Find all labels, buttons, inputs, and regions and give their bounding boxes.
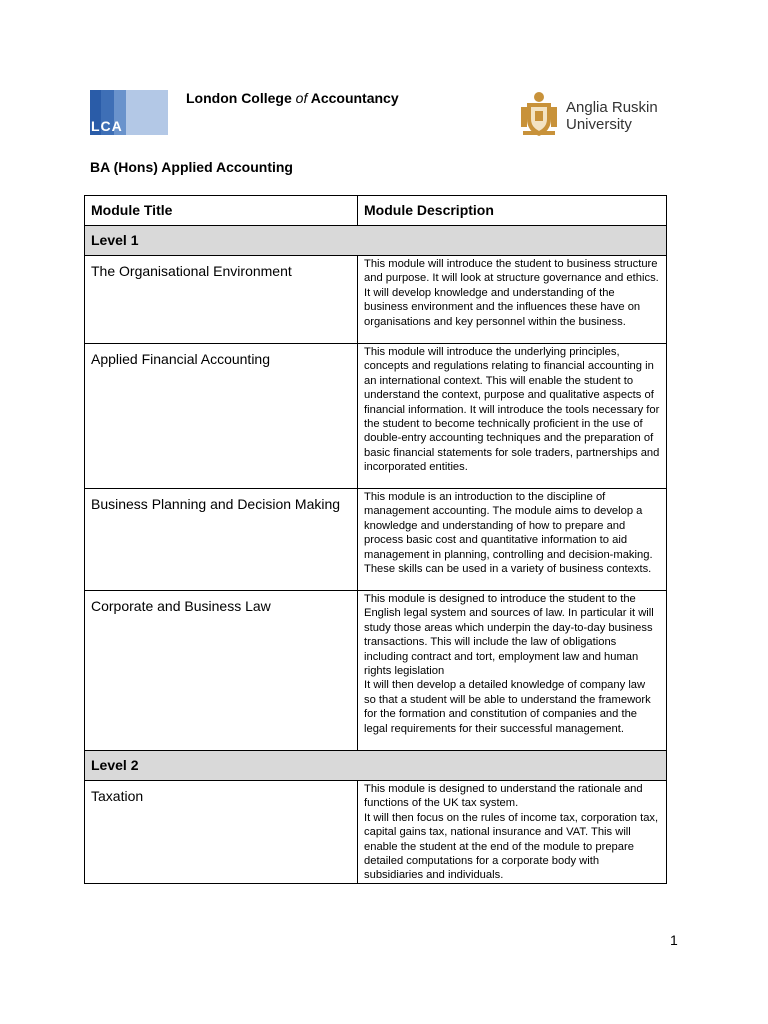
- level-label: Level 1: [85, 226, 667, 256]
- college-name-part: Accountancy: [307, 90, 399, 106]
- college-name-part: London College: [186, 90, 296, 106]
- column-header-description: Module Description: [358, 196, 667, 226]
- aru-wordmark-line: Anglia Ruskin: [566, 99, 658, 116]
- table-row: [85, 489, 667, 591]
- module-title: Business Planning and Decision Making: [85, 489, 358, 591]
- level-row: [85, 226, 667, 256]
- level-label: Level 2: [85, 751, 667, 781]
- module-title: Applied Financial Accounting: [85, 344, 358, 489]
- module-title: The Organisational Environment: [85, 256, 358, 344]
- aru-wordmark-line: University: [566, 116, 632, 133]
- module-description-part: This module is designed to introduce the student to the English legal system and sources of law. In particular it will study those areas which underpin the day-to-day business transactions. This will include the law of obligations including contract and tort, employment law and human rights legislation: [364, 593, 654, 678]
- table-row: [85, 256, 667, 344]
- table-row: [85, 591, 667, 751]
- module-title: Taxation: [85, 781, 358, 884]
- module-description-part: This module is designed to understand the rationale and functions of the UK tax system.: [364, 783, 643, 810]
- lca-logo-letters: LCA: [91, 118, 123, 134]
- college-name-of: of: [295, 90, 308, 106]
- module-description: [358, 781, 667, 884]
- level-row: [85, 751, 667, 781]
- module-description: [358, 591, 667, 751]
- module-description-part: It will then develop a detailed knowledge of company law so that a student will be able to understand the framework for the formation and constitution of companies and the legal requirements for their successful management.: [364, 679, 651, 735]
- college-name: [186, 90, 399, 106]
- module-description: This module will introduce the underlying principles, concepts and regulations relating to financial accounting in an international context. This will enable the student to understand the context, purpose and qualitative aspects of financial information. It will introduce the tools necessary for the student to become technically proficient in the use of double-entry accounting techniques and the preparation of basic financial statements for sole traders, partnerships and incorporated entities.: [358, 344, 667, 489]
- table-row: [85, 781, 667, 884]
- lca-logo-bar: [126, 90, 168, 135]
- aru-crest-icon: [519, 89, 559, 137]
- table-header-row: [85, 196, 667, 226]
- module-title: Corporate and Business Law: [85, 591, 358, 751]
- aru-wordmark: [566, 99, 658, 133]
- table-row: [85, 344, 667, 489]
- module-description: This module will introduce the student to business structure and purpose. It will look at structure governance and ethics. It will develop knowledge and understanding of the business environment and the influences these have on organisations and key personnel within the business.: [358, 256, 667, 344]
- page-number: 1: [670, 932, 678, 948]
- column-header-title: Module Title: [85, 196, 358, 226]
- lca-logo: [90, 90, 168, 135]
- document-title: BA (Hons) Applied Accounting: [90, 159, 293, 175]
- module-description: This module is an introduction to the discipline of management accounting. The module aims to develop a knowledge and understanding of how to prepare and process basic cost and quantitative information to aid management in planning, controlling and decision-making. These skills can be used in a variety of business contexts.: [358, 489, 667, 591]
- module-description-part: It will then focus on the rules of income tax, corporation tax, capital gains tax, national insurance and VAT. This will enable the student at the end of the module to prepare detailed computations for a corporate body with subsidiaries and individuals.: [364, 811, 659, 882]
- module-table: [84, 195, 667, 884]
